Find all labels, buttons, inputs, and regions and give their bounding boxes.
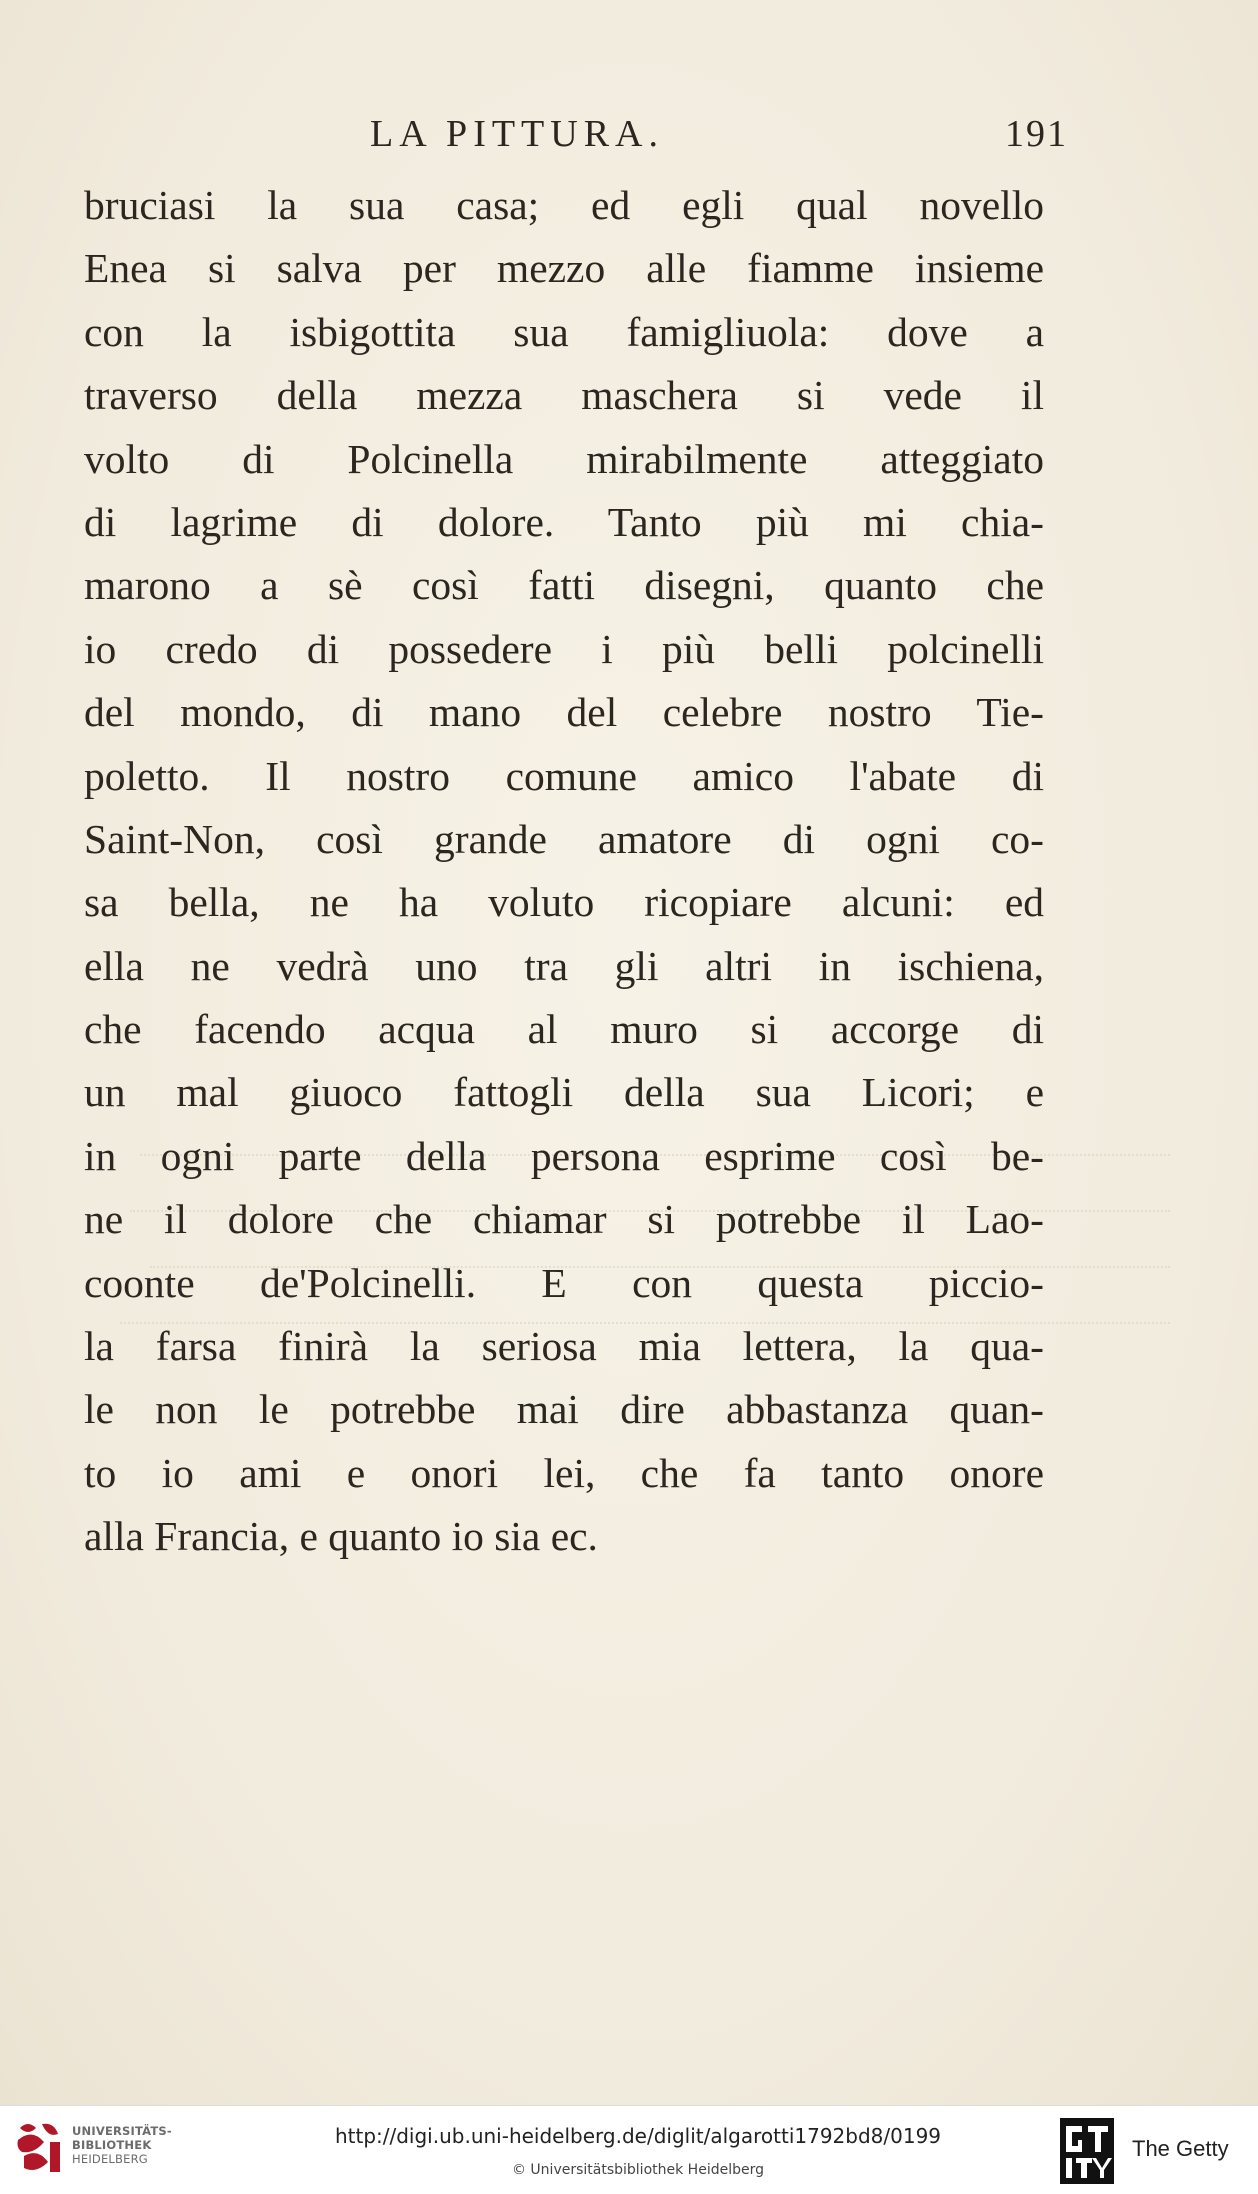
- digitization-footer: [0, 2105, 1258, 2194]
- permalink-link[interactable]: http://digi.ub.uni-heidelberg.de/diglit/algarotti1792bd8/0199: [334, 2124, 942, 2148]
- text-line: la farsa finirà la seriosa mia lettera, la qua-: [84, 1323, 1044, 1370]
- text-line: in ogni parte della persona esprime così be-: [84, 1132, 1044, 1179]
- text-line: ella ne vedrà uno tra gli altri in ischiena,: [84, 942, 1044, 989]
- text-line: ne il dolore che chiamar si potrebbe il Lao-: [84, 1196, 1044, 1243]
- text-line: to io ami e onori lei, che fa tanto onore: [84, 1449, 1044, 1496]
- getty-name: The Getty: [1132, 2136, 1229, 2161]
- getty-logo-icon[interactable]: [1060, 2118, 1114, 2184]
- text-line: alla Francia, e quanto io sia ec.: [84, 1513, 598, 1560]
- ub-logo-line: BIBLIOTHEK: [72, 2138, 152, 2152]
- ub-logo-line: UNIVERSITÄTS-: [72, 2124, 172, 2138]
- text-line: poletto. Il nostro comune amico l'abate di: [84, 752, 1044, 799]
- text-line: sa bella, ne ha voluto ricopiare alcuni: ed: [84, 879, 1044, 926]
- text-line: bruciasi la sua casa; ed egli qual novello: [84, 182, 1044, 228]
- running-head: [370, 112, 1070, 158]
- text-line: traverso della mezza maschera si vede il: [84, 372, 1044, 419]
- text-line: con la isbigottita sua famigliuola: dove a: [84, 308, 1044, 355]
- page-number: 191: [1005, 113, 1068, 155]
- text-line: un mal giuoco fattogli della sua Licori; e: [84, 1069, 1044, 1116]
- text-line: marono a sè così fatti disegni, quanto che: [84, 562, 1044, 609]
- ub-logo-text: [72, 2124, 172, 2166]
- text-line: volto di Polcinella mirabilmente atteggiato: [84, 435, 1044, 482]
- ub-heidelberg-logo-icon[interactable]: [14, 2118, 66, 2178]
- text-line: del mondo, di mano del celebre nostro Tie-: [84, 689, 1044, 736]
- text-line: io credo di possedere i più belli polcinelli: [84, 625, 1044, 672]
- running-title: LA PITTURA.: [370, 113, 664, 155]
- body-text: [84, 174, 1044, 1569]
- text-line: di lagrime di dolore. Tanto più mi chia-: [84, 498, 1044, 545]
- text-line: Saint-Non, così grande amatore di ogni co-: [84, 815, 1044, 862]
- text-line: Enea si salva per mezzo alle fiamme insieme: [84, 245, 1044, 292]
- text-line: le non le potrebbe mai dire abbastanza quan-: [84, 1386, 1044, 1433]
- text-line: che facendo acqua al muro si accorge di: [84, 1006, 1044, 1053]
- copyright-notice: © Universitätsbibliothek Heidelberg: [511, 2162, 764, 2178]
- text-line: coonte de'Polcinelli. E con questa piccio-: [84, 1259, 1044, 1306]
- ub-logo-line: HEIDELBERG: [72, 2152, 148, 2166]
